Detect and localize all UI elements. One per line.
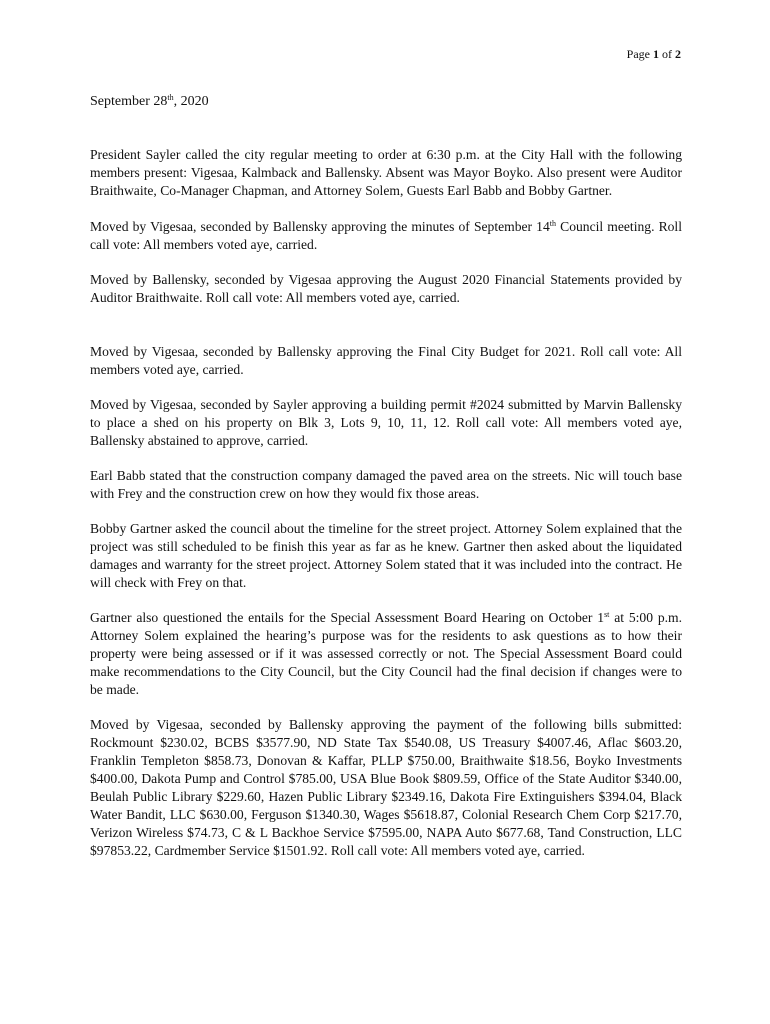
paragraph-bills-payment: Moved by Vigesaa, seconded by Ballensky approving the payment of the following bills submitted: Rockmount $230.02, BCBS $3577.90, ND State Tax $540.08, US Treasury $4007.46, Aflac $603.20, Franklin Templeton $858.73, Donovan & Kaffar, PLLP $750.00, Braithwaite $18.56, Boyko Investments $400.00, Dakota Pump and Control $785.00, USA Blue Book $809.59, Office of the State Auditor $340.00, Beulah Public Library $229.60, Hazen Public Library $2349.16, Dakota Fire Extinguishers $394.04, Black Water Bandit, LLC $630.00, Ferguson $1340.30, Wages $5618.87, Colonial Research Chem Corp $217.70, Verizon Wireless $74.73, C & L Backhoe Service $7595.00, NAPA Auto $677.68, Tand Construction, LLC $97853.22, Cardmember Service $1501.92. Roll call vote: All members voted aye, carried. [90, 717, 682, 858]
minutes-approval-text-a: Moved by Vigesaa, seconded by Ballensky approving the minutes of September 14 [90, 219, 550, 234]
minutes-body [90, 146, 682, 860]
paragraph-minutes-approval [90, 218, 682, 254]
meeting-date [90, 92, 209, 112]
paragraph-street-project: Bobby Gartner asked the council about the timeline for the street project. Attorney Solem explained that the project was still scheduled to be finish this year as far as he knew. Gartner then asked about the liquidated damages and warranty for the street project. Attorney Solem stated that it was included into the contract. He will check with Frey on that. [90, 521, 682, 590]
paragraph-assessment-hearing [90, 609, 682, 699]
date-month-day: September 28 [90, 94, 168, 109]
paragraph-call-to-order: President Sayler called the city regular meeting to order at 6:30 p.m. at the City Hall with the following members present: Vigesaa, Kalmback and Ballensky. Absent was Mayor Boyko. Also present were Auditor Braithwaite, Co-Manager Chapman, and Attorney Solem, Guests Earl Babb and Bobby Gartner. [90, 147, 682, 198]
date-year: , 2020 [173, 94, 209, 109]
assessment-hearing-text-b: at 5:00 p.m. Attorney Solem explained the hearing’s purpose was for the residents to ask questions as to how their property were being assessed or if it was assessed correctly or not. The Special Assessment Board could make recommendations to the City Council, but the City Council had the final decision if changes were to be made. [90, 610, 682, 697]
paragraph-financial-statements: Moved by Ballensky, seconded by Vigesaa approving the August 2020 Financial Statements provided by Auditor Braithwaite. Roll call vote: All members voted aye, carried. [90, 272, 682, 305]
paragraph-city-budget: Moved by Vigesaa, seconded by Ballensky approving the Final City Budget for 2021. Roll call vote: All members voted aye, carried. [90, 344, 682, 377]
page-total: 2 [675, 47, 681, 61]
date-ordinal: th [167, 93, 174, 102]
page-current: 1 [653, 47, 659, 61]
paragraph-building-permit: Moved by Vigesaa, seconded by Sayler approving a building permit #2024 submitted by Marvin Ballensky to place a shed on his property on Blk 3, Lots 9, 10, 11, 12. Roll call vote: All members voted aye, Ballensky abstained to approve, carried. [90, 397, 682, 448]
page-label: Page [626, 47, 650, 61]
paragraph-paved-area: Earl Babb stated that the construction company damaged the paved area on the streets. Nic will touch base with Frey and the construction crew on how they would fix those areas. [90, 468, 682, 501]
page-number [627, 46, 681, 62]
page-of: of [662, 47, 672, 61]
assessment-hearing-text-a: Gartner also questioned the entails for the Special Assessment Board Hearing on October 1 [90, 610, 605, 625]
minutes-approval-text-b: Council meeting. Roll call vote: All members voted aye, carried. [90, 219, 682, 252]
assessment-hearing-ordinal: st [604, 610, 610, 619]
minutes-approval-ordinal: th [549, 219, 557, 228]
